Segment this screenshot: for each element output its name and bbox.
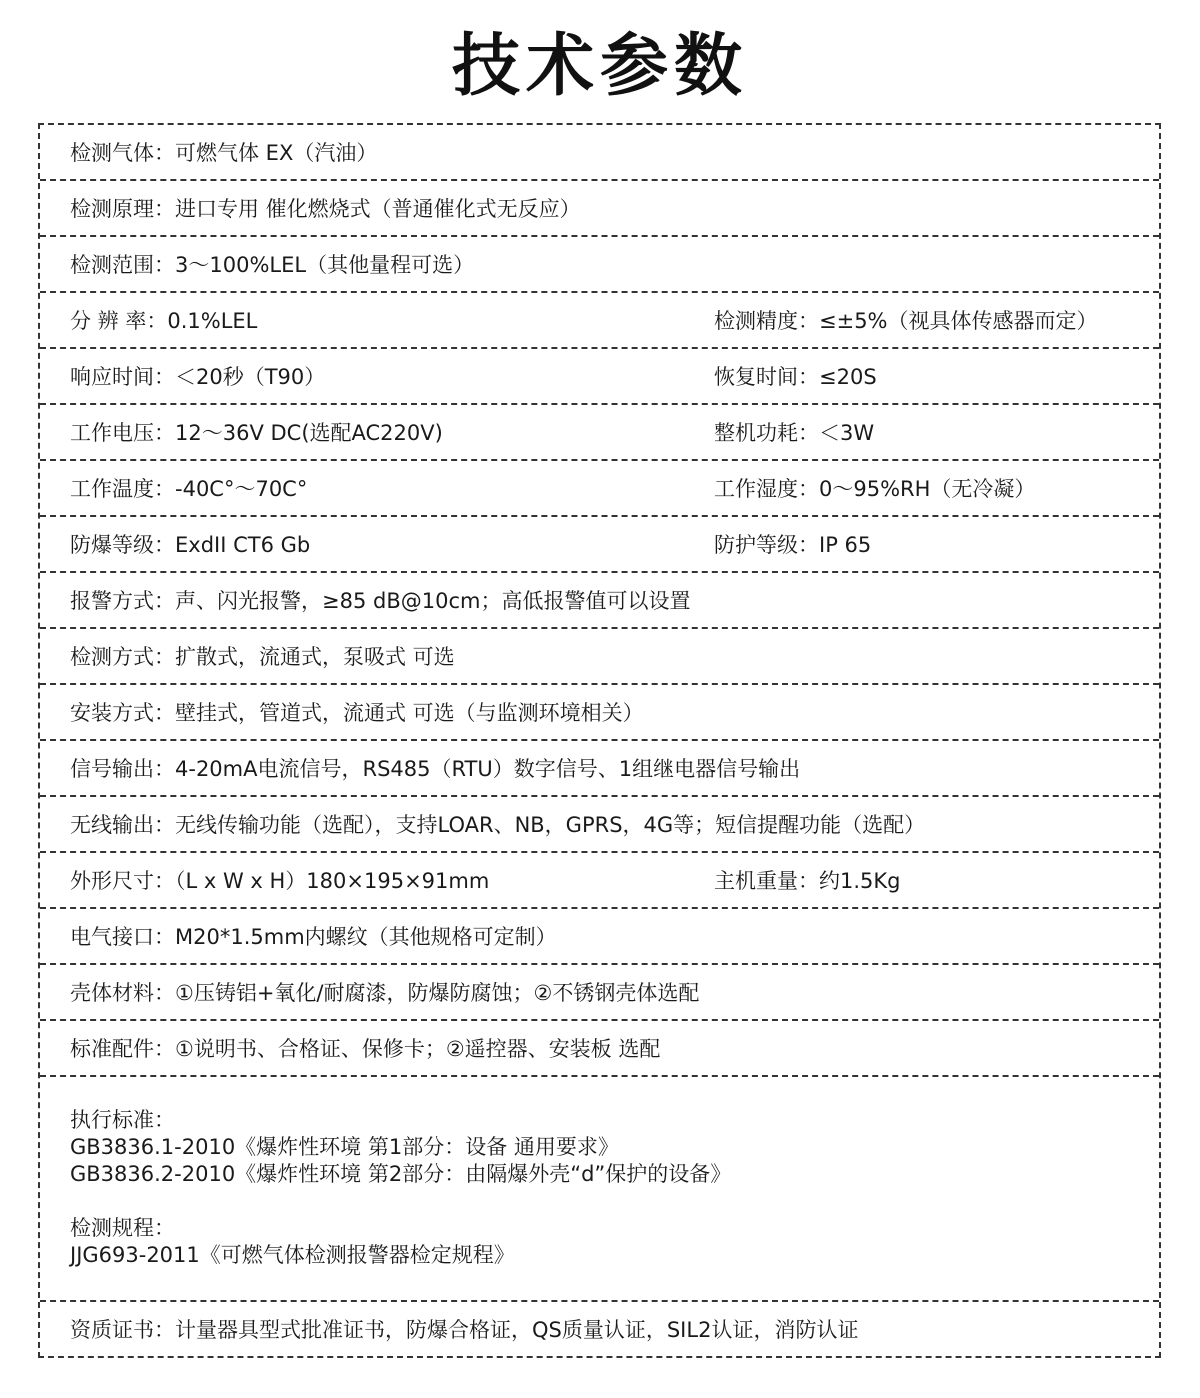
spec-row-response bbox=[40, 349, 1159, 405]
spec-response-time: 响应时间：＜20秒（T90） bbox=[70, 365, 326, 389]
spec-installation: 安装方式：壁挂式，管道式，流通式 可选（与监测环境相关） bbox=[70, 701, 644, 725]
spec-power: 整机功耗：＜3W bbox=[714, 421, 875, 445]
spec-voltage: 工作电压：12～36V DC(选配AC220V) bbox=[70, 421, 443, 445]
spec-recovery-time: 恢复时间：≤20S bbox=[714, 365, 877, 389]
spec-row-housing bbox=[40, 965, 1159, 1021]
spec-temperature: 工作温度：-40C°～70C° bbox=[70, 477, 308, 501]
spec-gas: 检测气体：可燃气体 EX（汽油） bbox=[70, 141, 378, 165]
exec-standard-label: 执行标准： bbox=[70, 1108, 175, 1132]
regulation-label: 检测规程： bbox=[70, 1216, 175, 1240]
spec-protection-grade: 防护等级：IP 65 bbox=[714, 533, 872, 557]
spec-row-installation bbox=[40, 685, 1159, 741]
spec-row-alarm bbox=[40, 573, 1159, 629]
spec-row-certificates bbox=[40, 1302, 1159, 1356]
exec-standard-line-2: GB3836.2-2010《爆炸性环境 第2部分：由隔爆外壳“d”保护的设备》 bbox=[70, 1162, 732, 1186]
spec-row-accessories bbox=[40, 1021, 1159, 1077]
spec-row-wireless bbox=[40, 797, 1159, 853]
spec-accessories: 标准配件：①说明书、合格证、保修卡；②遥控器、安装板 选配 bbox=[70, 1037, 661, 1061]
standards-spacer bbox=[70, 1188, 731, 1215]
spec-row-gas bbox=[40, 125, 1159, 181]
spec-principle: 检测原理：进口专用 催化燃烧式（普通催化式无反应） bbox=[70, 197, 581, 221]
spec-signal-output: 信号输出：4-20mA电流信号，RS485（RTU）数字信号、1组继电器信号输出 bbox=[70, 757, 801, 781]
page-title: 技术参数 bbox=[451, 27, 748, 106]
spec-row-dimensions bbox=[40, 853, 1159, 909]
spec-row-resolution bbox=[40, 293, 1159, 349]
spec-humidity: 工作湿度：0～95%RH（无冷凝） bbox=[714, 477, 1036, 501]
spec-range: 检测范围：3～100%LEL（其他量程可选） bbox=[70, 253, 475, 277]
spec-electrical-interface: 电气接口：M20*1.5mm内螺纹（其他规格可定制） bbox=[70, 925, 557, 949]
spec-row-temperature bbox=[40, 461, 1159, 517]
standards-block bbox=[70, 1107, 731, 1269]
spec-detection-method: 检测方式：扩散式，流通式，泵吸式 可选 bbox=[70, 645, 455, 669]
spec-row-voltage bbox=[40, 405, 1159, 461]
spec-wireless-output: 无线输出：无线传输功能（选配），支持LOAR、NB，GPRS，4G等；短信提醒功能（选配） bbox=[70, 813, 926, 837]
spec-weight: 主机重量：约1.5Kg bbox=[714, 869, 901, 893]
spec-table bbox=[38, 123, 1161, 1358]
spec-row-range bbox=[40, 237, 1159, 293]
spec-housing-material: 壳体材料：①压铸铝+氧化/耐腐漆，防爆防腐蚀；②不锈钢壳体选配 bbox=[70, 981, 700, 1005]
spec-accuracy: 检测精度：≤±5%（视具体传感器而定） bbox=[714, 309, 1098, 333]
spec-certificates: 资质证书：计量器具型式批准证书，防爆合格证，QS质量认证，SIL2认证，消防认证 bbox=[70, 1318, 859, 1342]
spec-explosion-grade: 防爆等级：ExdII CT6 Gb bbox=[70, 533, 311, 557]
exec-standard-line-1: GB3836.1-2010《爆炸性环境 第1部分：设备 通用要求》 bbox=[70, 1135, 619, 1159]
spec-row-principle bbox=[40, 181, 1159, 237]
spec-row-interface bbox=[40, 909, 1159, 965]
spec-dimensions: 外形尺寸：（L x W x H）180×195×91mm bbox=[70, 869, 490, 893]
spec-row-detection-method bbox=[40, 629, 1159, 685]
regulation-line-1: JJG693-2011《可燃气体检测报警器检定规程》 bbox=[70, 1243, 515, 1267]
spec-alarm: 报警方式：声、闪光报警，≥85 dB@10cm；高低报警值可以设置 bbox=[70, 589, 691, 613]
spec-row-standards bbox=[40, 1077, 1159, 1302]
spec-row-explosion bbox=[40, 517, 1159, 573]
spec-resolution: 分 辨 率：0.1%LEL bbox=[70, 309, 258, 333]
spec-row-signal bbox=[40, 741, 1159, 797]
